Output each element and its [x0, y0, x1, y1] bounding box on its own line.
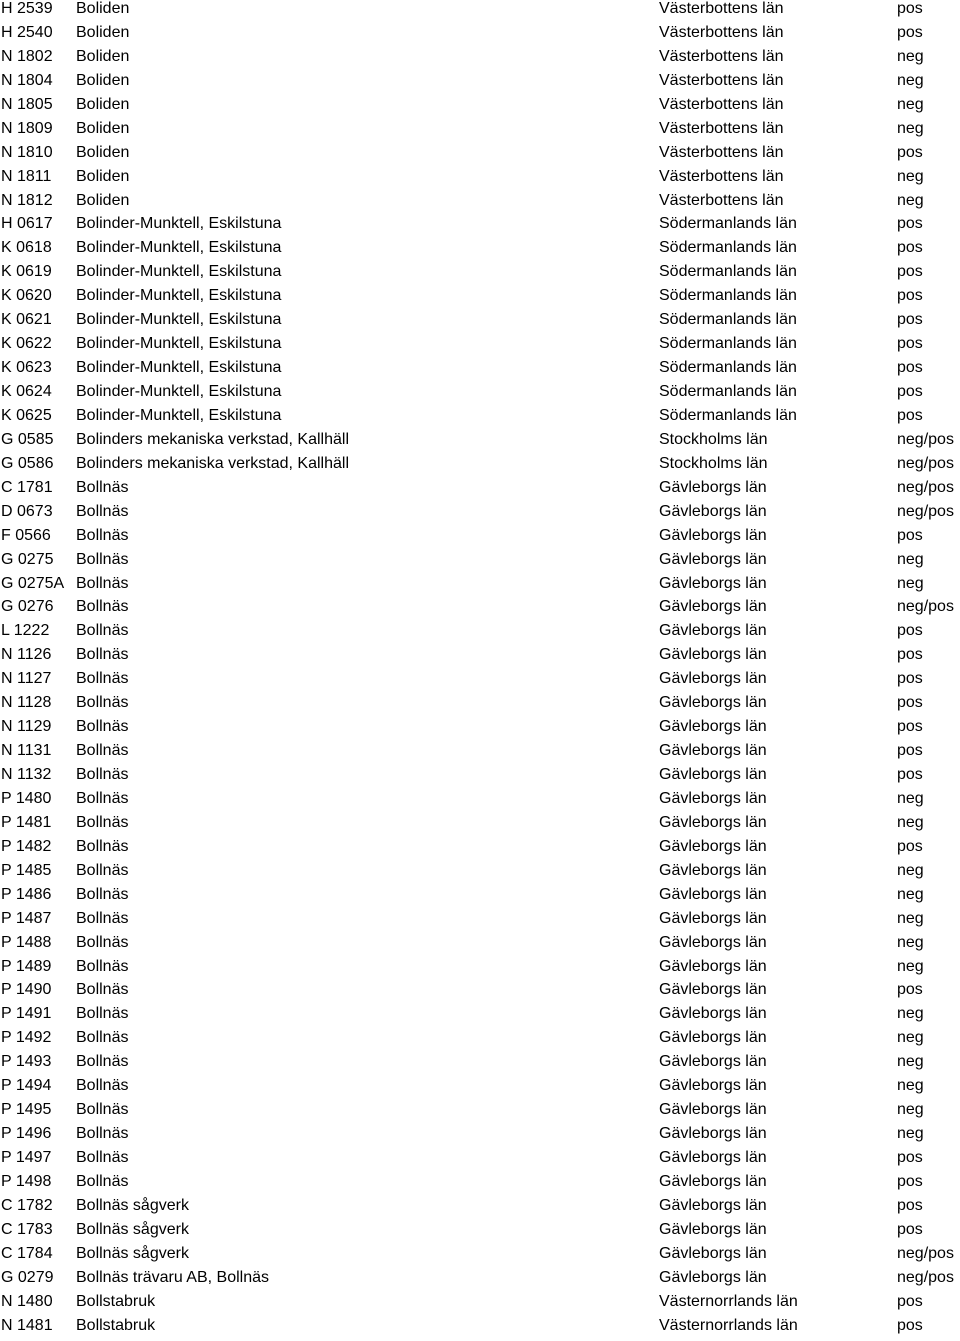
entry-place: Bollnäs	[76, 1029, 129, 1047]
entry-county: Gävleborgs län	[659, 1268, 767, 1286]
table-row	[0, 1221, 960, 1245]
entry-county: Gävleborgs län	[659, 766, 767, 783]
entry-county: Södermanlands län	[659, 311, 797, 329]
entry-place: Boliden	[76, 95, 130, 113]
entry-place: Bollnäs	[76, 885, 129, 903]
entry-place: Boliden	[76, 47, 130, 65]
entry-status: pos	[897, 694, 923, 712]
entry-status: pos	[897, 837, 923, 855]
entry-county: Södermanlands län	[659, 359, 797, 377]
entry-county: Gävleborgs län	[659, 933, 767, 951]
entry-status: pos	[897, 718, 923, 736]
table-row	[0, 1149, 960, 1173]
table-row	[0, 527, 960, 551]
entry-county: Gävleborgs län	[659, 1005, 767, 1023]
entry-place: Bollnäs	[76, 1077, 129, 1095]
entry-place: Boliden	[76, 191, 130, 209]
entry-code: N 1812	[1, 191, 53, 209]
entry-place: Bollnäs	[76, 622, 129, 640]
table-row	[0, 168, 960, 192]
entry-place: Bollnäs	[76, 646, 129, 664]
table-row	[0, 1317, 960, 1341]
entry-code: P 1498	[1, 1172, 52, 1190]
entry-status: pos	[897, 526, 923, 544]
entry-place: Bolinder-Munktell, Eskilstuna	[76, 311, 282, 329]
entry-county: Gävleborgs län	[659, 622, 767, 640]
entry-code: K 0620	[1, 287, 52, 305]
entry-code: G 0279	[1, 1268, 54, 1286]
entry-code: F 0566	[1, 526, 51, 544]
entry-place: Bollnäs	[76, 742, 129, 760]
entry-county: Södermanlands län	[659, 215, 797, 233]
entry-county: Gävleborgs län	[659, 909, 767, 927]
table-row	[0, 1053, 960, 1077]
table-row	[0, 1101, 960, 1125]
entry-county: Gävleborgs län	[659, 670, 767, 688]
entry-code: H 2539	[1, 0, 53, 17]
entry-place: Boliden	[76, 0, 130, 17]
table-row	[0, 239, 960, 263]
entry-place: Bolinder-Munktell, Eskilstuna	[76, 215, 282, 233]
entry-status: pos	[897, 742, 923, 760]
entry-code: P 1481	[1, 813, 52, 831]
entry-status: neg	[897, 574, 924, 592]
entry-county: Södermanlands län	[659, 335, 797, 353]
entry-status: neg	[897, 789, 924, 807]
entry-code: N 1804	[1, 71, 53, 89]
entry-status: neg	[897, 1053, 924, 1071]
entry-status: neg	[897, 95, 924, 113]
table-row	[0, 1125, 960, 1149]
table-row	[0, 383, 960, 407]
table-row	[0, 670, 960, 694]
entry-place: Bolinders mekaniska verkstad, Kallhäll	[76, 454, 350, 472]
table-row	[0, 790, 960, 814]
entry-place: Bollnäs	[76, 526, 129, 544]
entry-place: Bolinder-Munktell, Eskilstuna	[76, 263, 282, 281]
entry-status: pos	[897, 215, 923, 233]
entry-code: N 1129	[1, 718, 52, 736]
entry-code: P 1497	[1, 1149, 52, 1166]
entry-county: Gävleborgs län	[659, 861, 767, 879]
entry-code: G 0585	[1, 430, 54, 448]
entry-code: N 1127	[1, 670, 52, 688]
entry-place: Bollnäs sågverk	[76, 1244, 189, 1262]
entry-code: K 0621	[1, 311, 52, 329]
entry-status: neg	[897, 861, 924, 879]
entry-status: pos	[897, 239, 923, 257]
entry-place: Bollnäs	[76, 789, 129, 807]
entry-status: neg	[897, 909, 924, 927]
entry-place: Boliden	[76, 167, 130, 185]
entry-code: P 1496	[1, 1125, 52, 1143]
entry-county: Stockholms län	[659, 430, 768, 448]
entry-status: neg	[897, 957, 924, 975]
entry-county: Västerbottens län	[659, 0, 784, 17]
entry-place: Boliden	[76, 119, 130, 137]
entry-place: Bolinder-Munktell, Eskilstuna	[76, 359, 282, 377]
entry-place: Bollnäs	[76, 837, 129, 855]
entry-code: H 2540	[1, 23, 53, 41]
table-row	[0, 72, 960, 96]
entry-status: pos	[897, 335, 923, 353]
entry-status: pos	[897, 287, 923, 305]
entry-status: pos	[897, 1172, 923, 1190]
entry-status: neg	[897, 191, 924, 209]
entry-status: neg	[897, 119, 924, 137]
entry-code: K 0619	[1, 263, 52, 281]
entry-place: Bollnäs	[76, 957, 129, 975]
table-row	[0, 1293, 960, 1317]
entry-code: P 1492	[1, 1029, 52, 1047]
entry-code: C 1782	[1, 1196, 53, 1214]
table-row	[0, 814, 960, 838]
entry-county: Gävleborgs län	[659, 981, 767, 999]
entry-code: N 1132	[1, 766, 52, 783]
entry-county: Gävleborgs län	[659, 789, 767, 807]
table-row	[0, 1077, 960, 1101]
entry-status: neg/pos	[897, 1244, 954, 1262]
table-row	[0, 646, 960, 670]
table-row	[0, 742, 960, 766]
table-row	[0, 455, 960, 479]
entry-county: Gävleborgs län	[659, 742, 767, 760]
entry-status: pos	[897, 406, 923, 424]
entry-county: Gävleborgs län	[659, 574, 767, 592]
entry-code: K 0618	[1, 239, 52, 257]
table-row	[0, 934, 960, 958]
entry-county: Västernorrlands län	[659, 1292, 798, 1310]
entry-place: Bolinders mekaniska verkstad, Kallhäll	[76, 430, 350, 448]
entry-county: Gävleborgs län	[659, 1172, 767, 1190]
entry-code: N 1810	[1, 143, 53, 161]
entry-status: neg/pos	[897, 478, 954, 496]
entry-place: Bollnäs	[76, 933, 129, 951]
entry-county: Gävleborgs län	[659, 813, 767, 831]
entry-code: C 1781	[1, 478, 53, 496]
entry-place: Bolinder-Munktell, Eskilstuna	[76, 287, 282, 305]
entry-status: neg	[897, 885, 924, 903]
entry-place: Boliden	[76, 71, 130, 89]
entry-code: G 0276	[1, 598, 54, 616]
entry-status: pos	[897, 1292, 923, 1310]
entry-county: Gävleborgs län	[659, 1053, 767, 1071]
entry-code: K 0623	[1, 359, 52, 377]
entry-place: Bollnäs	[76, 1172, 129, 1190]
entry-place: Bollnäs sågverk	[76, 1196, 189, 1214]
table-row	[0, 958, 960, 982]
table-row	[0, 1245, 960, 1269]
table-row	[0, 1029, 960, 1053]
entry-county: Gävleborgs län	[659, 1149, 767, 1166]
entry-county: Västerbottens län	[659, 95, 784, 113]
entry-county: Västerbottens län	[659, 143, 784, 161]
entry-status: neg/pos	[897, 430, 954, 448]
entry-place: Bollnäs	[76, 718, 129, 736]
table-row	[0, 838, 960, 862]
entry-code: C 1783	[1, 1220, 53, 1238]
entry-county: Västerbottens län	[659, 71, 784, 89]
entry-code: N 1128	[1, 694, 52, 712]
table-row	[0, 551, 960, 575]
entry-code: G 0275A	[1, 574, 65, 592]
entry-status: neg/pos	[897, 598, 954, 616]
entry-county: Gävleborgs län	[659, 646, 767, 664]
entry-code: D 0673	[1, 502, 53, 520]
entry-county: Gävleborgs län	[659, 694, 767, 712]
entry-code: N 1802	[1, 47, 53, 65]
entry-county: Västerbottens län	[659, 119, 784, 137]
entry-county: Gävleborgs län	[659, 526, 767, 544]
entry-place: Bollnäs	[76, 694, 129, 712]
entry-status: neg	[897, 550, 924, 568]
entry-county: Västerbottens län	[659, 47, 784, 65]
entry-place: Bollnäs	[76, 1005, 129, 1023]
entry-place: Bollnäs	[76, 861, 129, 879]
table-row	[0, 407, 960, 431]
entry-status: pos	[897, 670, 923, 688]
entry-county: Västerbottens län	[659, 23, 784, 41]
table-row	[0, 431, 960, 455]
entry-county: Gävleborgs län	[659, 1101, 767, 1119]
entry-code: K 0625	[1, 406, 52, 424]
entry-status: pos	[897, 646, 923, 664]
entry-county: Gävleborgs län	[659, 478, 767, 496]
entry-status: pos	[897, 383, 923, 400]
entry-county: Gävleborgs län	[659, 837, 767, 855]
entry-status: pos	[897, 311, 923, 329]
entry-place: Bollnäs	[76, 478, 129, 496]
entry-status: neg/pos	[897, 1268, 954, 1286]
entry-status: pos	[897, 766, 923, 783]
entry-county: Gävleborgs län	[659, 957, 767, 975]
table-row	[0, 359, 960, 383]
table-row	[0, 479, 960, 503]
entry-code: C 1784	[1, 1244, 53, 1262]
entry-status: pos	[897, 1196, 923, 1214]
entry-code: N 1805	[1, 95, 53, 113]
entry-code: G 0586	[1, 454, 54, 472]
entry-place: Bollnäs	[76, 574, 129, 592]
entry-place: Bolinder-Munktell, Eskilstuna	[76, 335, 282, 353]
entry-code: P 1488	[1, 933, 52, 951]
table-row	[0, 862, 960, 886]
entry-code: P 1485	[1, 861, 52, 879]
entry-code: N 1126	[1, 646, 52, 664]
entry-code: P 1487	[1, 909, 52, 927]
entry-status: pos	[897, 1220, 923, 1238]
entry-place: Bollnäs	[76, 1053, 129, 1071]
entry-code: N 1481	[1, 1316, 53, 1334]
entry-status: neg	[897, 47, 924, 65]
entry-status: pos	[897, 1316, 923, 1334]
entry-county: Gävleborgs län	[659, 885, 767, 903]
table-row	[0, 48, 960, 72]
entry-status: neg	[897, 933, 924, 951]
entry-county: Södermanlands län	[659, 263, 797, 281]
entry-place: Bolinder-Munktell, Eskilstuna	[76, 406, 282, 424]
entry-county: Gävleborgs län	[659, 1125, 767, 1143]
entry-place: Bolinder-Munktell, Eskilstuna	[76, 383, 282, 400]
entry-place: Bollnäs	[76, 766, 129, 783]
entry-county: Södermanlands län	[659, 406, 797, 424]
table-row	[0, 598, 960, 622]
entry-code: P 1491	[1, 1005, 52, 1023]
entry-place: Bollnäs	[76, 670, 129, 688]
entry-code: N 1809	[1, 119, 53, 137]
table-row	[0, 766, 960, 790]
entry-status: neg/pos	[897, 454, 954, 472]
table-row	[0, 287, 960, 311]
entry-status: neg	[897, 167, 924, 185]
entry-place: Bollnäs	[76, 550, 129, 568]
entry-code: P 1490	[1, 981, 52, 999]
entry-county: Gävleborgs län	[659, 1220, 767, 1238]
table-row	[0, 96, 960, 120]
entry-place: Bollstabruk	[76, 1292, 156, 1310]
table-row	[0, 24, 960, 48]
table-row	[0, 0, 960, 24]
entry-status: neg	[897, 1125, 924, 1143]
entry-county: Gävleborgs län	[659, 718, 767, 736]
entry-place: Bollnäs	[76, 598, 129, 616]
entry-county: Södermanlands län	[659, 287, 797, 305]
table-row	[0, 910, 960, 934]
entry-code: N 1131	[1, 742, 52, 760]
entry-code: P 1489	[1, 957, 52, 975]
entry-code: P 1493	[1, 1053, 52, 1071]
entry-county: Gävleborgs län	[659, 1077, 767, 1095]
table-row	[0, 694, 960, 718]
table-row	[0, 215, 960, 239]
entry-county: Gävleborgs län	[659, 1029, 767, 1047]
entry-county: Södermanlands län	[659, 383, 797, 400]
table-row	[0, 622, 960, 646]
entry-status: pos	[897, 981, 923, 999]
entry-code: N 1811	[1, 167, 52, 185]
entry-place: Bolinder-Munktell, Eskilstuna	[76, 239, 282, 257]
table-row	[0, 120, 960, 144]
entry-county: Västernorrlands län	[659, 1316, 798, 1334]
entry-code: H 0617	[1, 215, 53, 233]
table-row	[0, 263, 960, 287]
entry-county: Södermanlands län	[659, 239, 797, 257]
entry-status: neg	[897, 1101, 924, 1119]
entry-status: pos	[897, 23, 923, 41]
table-row	[0, 575, 960, 599]
entry-status: neg	[897, 71, 924, 89]
entry-place: Boliden	[76, 143, 130, 161]
entry-status: pos	[897, 143, 923, 161]
entry-status: pos	[897, 0, 923, 17]
entry-place: Bollnäs	[76, 502, 129, 520]
entry-code: P 1494	[1, 1077, 52, 1095]
table-row	[0, 1269, 960, 1293]
entry-place: Bollnäs trävaru AB, Bollnäs	[76, 1268, 269, 1286]
entry-status: neg	[897, 1077, 924, 1095]
entry-place: Boliden	[76, 23, 130, 41]
entry-code: L 1222	[1, 622, 50, 640]
table-row	[0, 311, 960, 335]
entry-county: Gävleborgs län	[659, 1244, 767, 1262]
table-row	[0, 718, 960, 742]
entry-code: P 1486	[1, 885, 52, 903]
entry-county: Stockholms län	[659, 454, 768, 472]
table-row	[0, 1005, 960, 1029]
entry-code: P 1482	[1, 837, 52, 855]
entry-county: Gävleborgs län	[659, 598, 767, 616]
table-row	[0, 1197, 960, 1221]
table-row	[0, 981, 960, 1005]
entry-county: Gävleborgs län	[659, 502, 767, 520]
entry-place: Bollnäs sågverk	[76, 1220, 189, 1238]
entry-place: Bollnäs	[76, 1125, 129, 1143]
entry-county: Gävleborgs län	[659, 1196, 767, 1214]
entry-place: Bollnäs	[76, 1101, 129, 1119]
entry-status: neg	[897, 1029, 924, 1047]
table-row	[0, 144, 960, 168]
entry-county: Västerbottens län	[659, 167, 784, 185]
entry-code: P 1480	[1, 789, 52, 807]
entry-place: Bollnäs	[76, 1149, 129, 1166]
entry-status: pos	[897, 622, 923, 640]
entry-place: Bollstabruk	[76, 1316, 156, 1334]
table-row	[0, 1173, 960, 1197]
entry-status: pos	[897, 263, 923, 281]
entry-county: Västerbottens län	[659, 191, 784, 209]
table-row	[0, 886, 960, 910]
entry-place: Bollnäs	[76, 909, 129, 927]
table-row	[0, 503, 960, 527]
entry-code: N 1480	[1, 1292, 53, 1310]
entry-code: K 0624	[1, 383, 52, 400]
entry-status: pos	[897, 359, 923, 377]
entry-place: Bollnäs	[76, 981, 129, 999]
entry-county: Gävleborgs län	[659, 550, 767, 568]
entry-status: pos	[897, 1149, 923, 1166]
entry-code: P 1495	[1, 1101, 52, 1119]
entry-code: G 0275	[1, 550, 54, 568]
entry-status: neg	[897, 1005, 924, 1023]
entry-place: Bollnäs	[76, 813, 129, 831]
table-row	[0, 192, 960, 216]
entry-status: neg/pos	[897, 502, 954, 520]
entry-status: neg	[897, 813, 924, 831]
entry-code: K 0622	[1, 335, 52, 353]
table-row	[0, 335, 960, 359]
